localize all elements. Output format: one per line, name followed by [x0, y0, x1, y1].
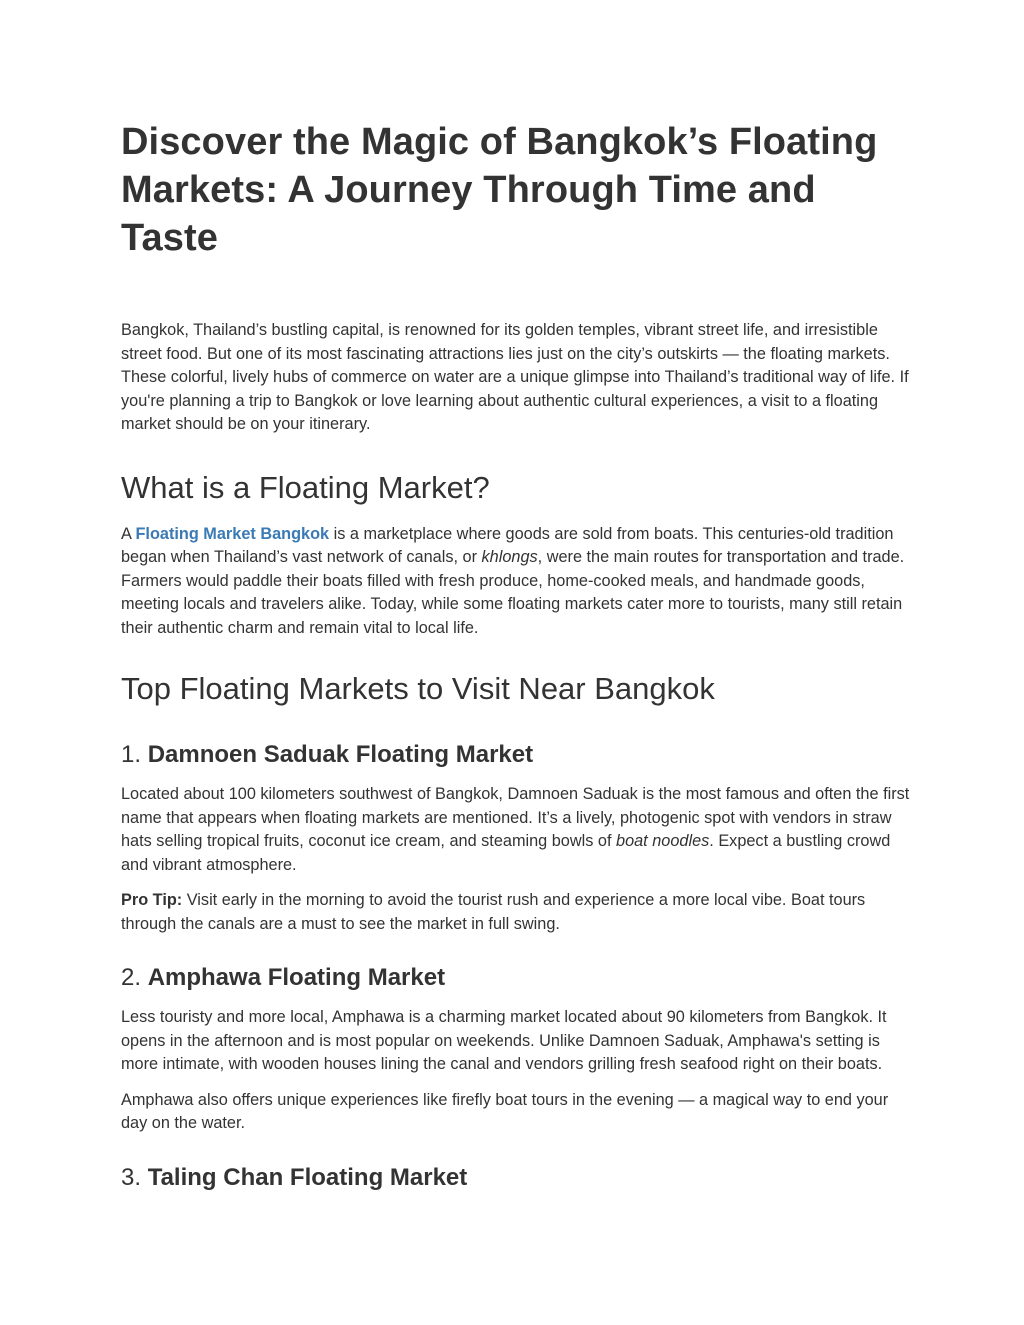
market-3-name: Taling Chan Floating Market [147, 1163, 468, 1191]
what-text-a: is a marketplace where goods are sold from boats. This centuries-old tradition began when Thailand’s vast network of canals, or [121, 524, 894, 566]
what-text-b: , were the main routes for transportation and trade. Farmers would paddle their boats filled with fresh produce, home-cooked meals, and handmade goods, meeting locals and travelers alike. Today, while some floating markets cater more to tourists, many still retain their authentic charm and remain vital to local life. [121, 548, 905, 637]
what-prefix: A [121, 524, 136, 543]
market-1-text-b: . Expect a bustling crowd and vibrant atmosphere. [121, 832, 891, 874]
market-2-name: Amphawa Floating Market [147, 964, 446, 991]
intro-paragraph: Bangkok, Thailand’s bustling capital, is renowned for its golden temples, vibrant street life, and irresistible street food. But one of its most fascinating attractions lies just on the city’s outskirts — the floating markets. These colorful, lively hubs of commerce on water are a unique glimpse into Thailand’s traditional way of life. If you're planning a trip to Bangkok or love learning about authentic cultural experiences, a visit to a floating market should be on your itinerary. [121, 321, 909, 433]
what-is-heading: What is a Floating Market? [121, 469, 490, 505]
market-1-italic: boat noodles [616, 832, 710, 850]
floating-market-bangkok-link[interactable]: Floating Market Bangkok [135, 524, 330, 543]
market-2-paragraph-2: Amphawa also offers unique experiences like firefly boat tours in the evening — a magical way to end your day on the water. [121, 1090, 889, 1132]
pro-tip-text: Visit early in the morning to avoid the tourist rush and experience a more local vibe. Boat tours through the canals are a must to see the market in full swing. [121, 891, 866, 933]
market-1-name: Damnoen Saduak Floating Market [147, 741, 534, 768]
document-page [121, 118, 911, 1194]
market-1-paragraph [121, 783, 911, 877]
market-1-text-a: Located about 100 kilometers southwest of Bangkok, Damnoen Saduak is the most famous and often the first name that appears when floating markets are mentioned. It’s a lively, photogenic spot with vendors in straw hats selling tropical fruits, coconut ice cream, and steaming bowls of [121, 785, 910, 850]
pro-tip-label: Pro Tip: [121, 891, 183, 909]
market-3-heading [121, 1162, 911, 1194]
what-italic: khlongs [481, 548, 538, 566]
market-1-pro-tip [121, 889, 911, 936]
market-1-number: 1. [121, 741, 148, 768]
market-2-paragraph-1: Less touristy and more local, Amphawa is a charming market located about 90 kilometers from Bangkok. It opens in the afternoon and is most popular on weekends. Unlike Damnoen Saduak, Amphawa's setting is more intimate, with wooden houses lining the canal and vendors grilling fresh seafood right on their boats. [121, 1008, 887, 1073]
market-1-heading [121, 739, 911, 771]
market-3-number: 3. [121, 1163, 148, 1191]
top-markets-heading: Top Floating Markets to Visit Near Bangkok [121, 671, 715, 706]
what-is-paragraph [121, 523, 911, 641]
market-2-heading [121, 962, 911, 994]
market-2-number: 2. [121, 964, 148, 991]
page-title: Discover the Magic of Bangkok’s Floating Markets: A Journey Through Time and Taste [121, 121, 878, 259]
